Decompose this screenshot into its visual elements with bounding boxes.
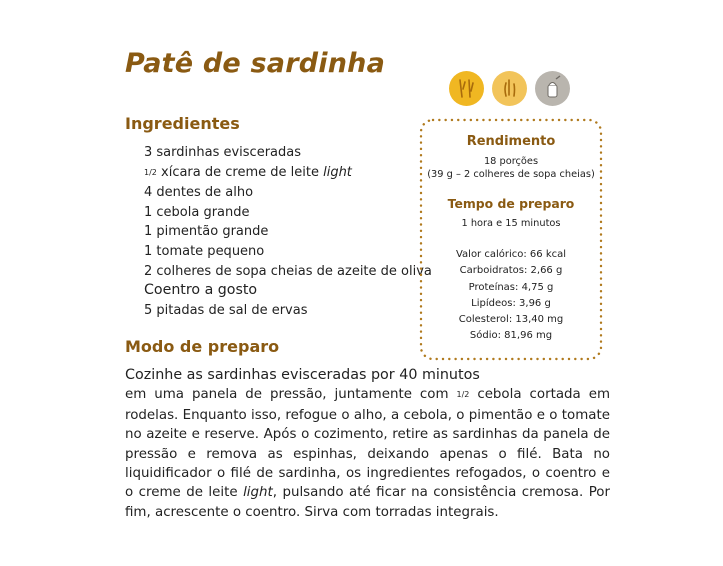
list-item: Coentro a gosto [144, 282, 258, 299]
nutrition-list [419, 247, 603, 345]
oil-bottle-icon [492, 71, 527, 106]
info-box [419, 118, 603, 345]
method-text [125, 366, 610, 522]
list-item: 2 colheres de sopa cheias de azeite de oliva [144, 263, 432, 279]
yield-serving: (39 g – 2 colheres de sopa cheias) [427, 169, 595, 180]
salt-shaker-icon [535, 71, 570, 106]
list-item: 5 pitadas de sal de ervas [144, 302, 308, 318]
yield-portions: 18 porções [483, 156, 539, 167]
ingredients-heading: Ingredientes [125, 114, 240, 133]
time-heading: Tempo de preparo [447, 196, 575, 211]
nutrition-lipids: Lipídeos: 3,96 g [471, 297, 551, 309]
method-heading: Modo de preparo [125, 337, 280, 356]
nutrition-calories: Valor calórico: 66 kcal [455, 249, 567, 260]
nutrition-carbs: Carboidratos: 2,66 g [459, 265, 563, 277]
recipe-title: Patê de sardinha [125, 48, 385, 79]
list-item: 1/2 xícara de creme de leite light [144, 164, 352, 180]
list-item: 1 tomate pequeno [144, 243, 265, 259]
yield-heading: Rendimento [466, 134, 556, 149]
method-paragraph: em uma panela de pressão, juntamente com 1/2 cebola cortada em rodelas. Enquanto isso, refogue o alho, a cebola, o pimentão e o tomate no azeite e reserve. Após o cozimento, retire as sardinhas da panela de pressão e remova as espinhas, deixando apenas o filé. Bata no liquidificador o filé de sardinha, os ingredientes refogados, o coentro e o creme de leite light, pulsando até ficar na consistência cremosa. Por fim, acrescente o coentro. Sirva com torradas integrais. [125, 387, 610, 520]
list-item: 1 cebola grande [144, 204, 250, 220]
method-first-line: Cozinhe as sardinhas evisceradas por 40 minutos [125, 367, 480, 383]
grain-icon [449, 71, 484, 106]
time-value: 1 hora e 15 minutos [461, 218, 561, 229]
category-icons [449, 71, 571, 109]
list-item: 3 sardinhas evisceradas [144, 145, 301, 160]
nutrition-cholesterol: Colesterol: 13,40 mg [458, 314, 564, 326]
list-item: 4 dentes de alho [144, 185, 254, 201]
nutrition-protein: Proteínas: 4,75 g [468, 281, 554, 293]
ingredients-list [144, 143, 432, 320]
nutrition-sodium: Sódio: 81,96 mg [469, 330, 553, 342]
list-item: 1 pimentão grande [144, 224, 269, 240]
